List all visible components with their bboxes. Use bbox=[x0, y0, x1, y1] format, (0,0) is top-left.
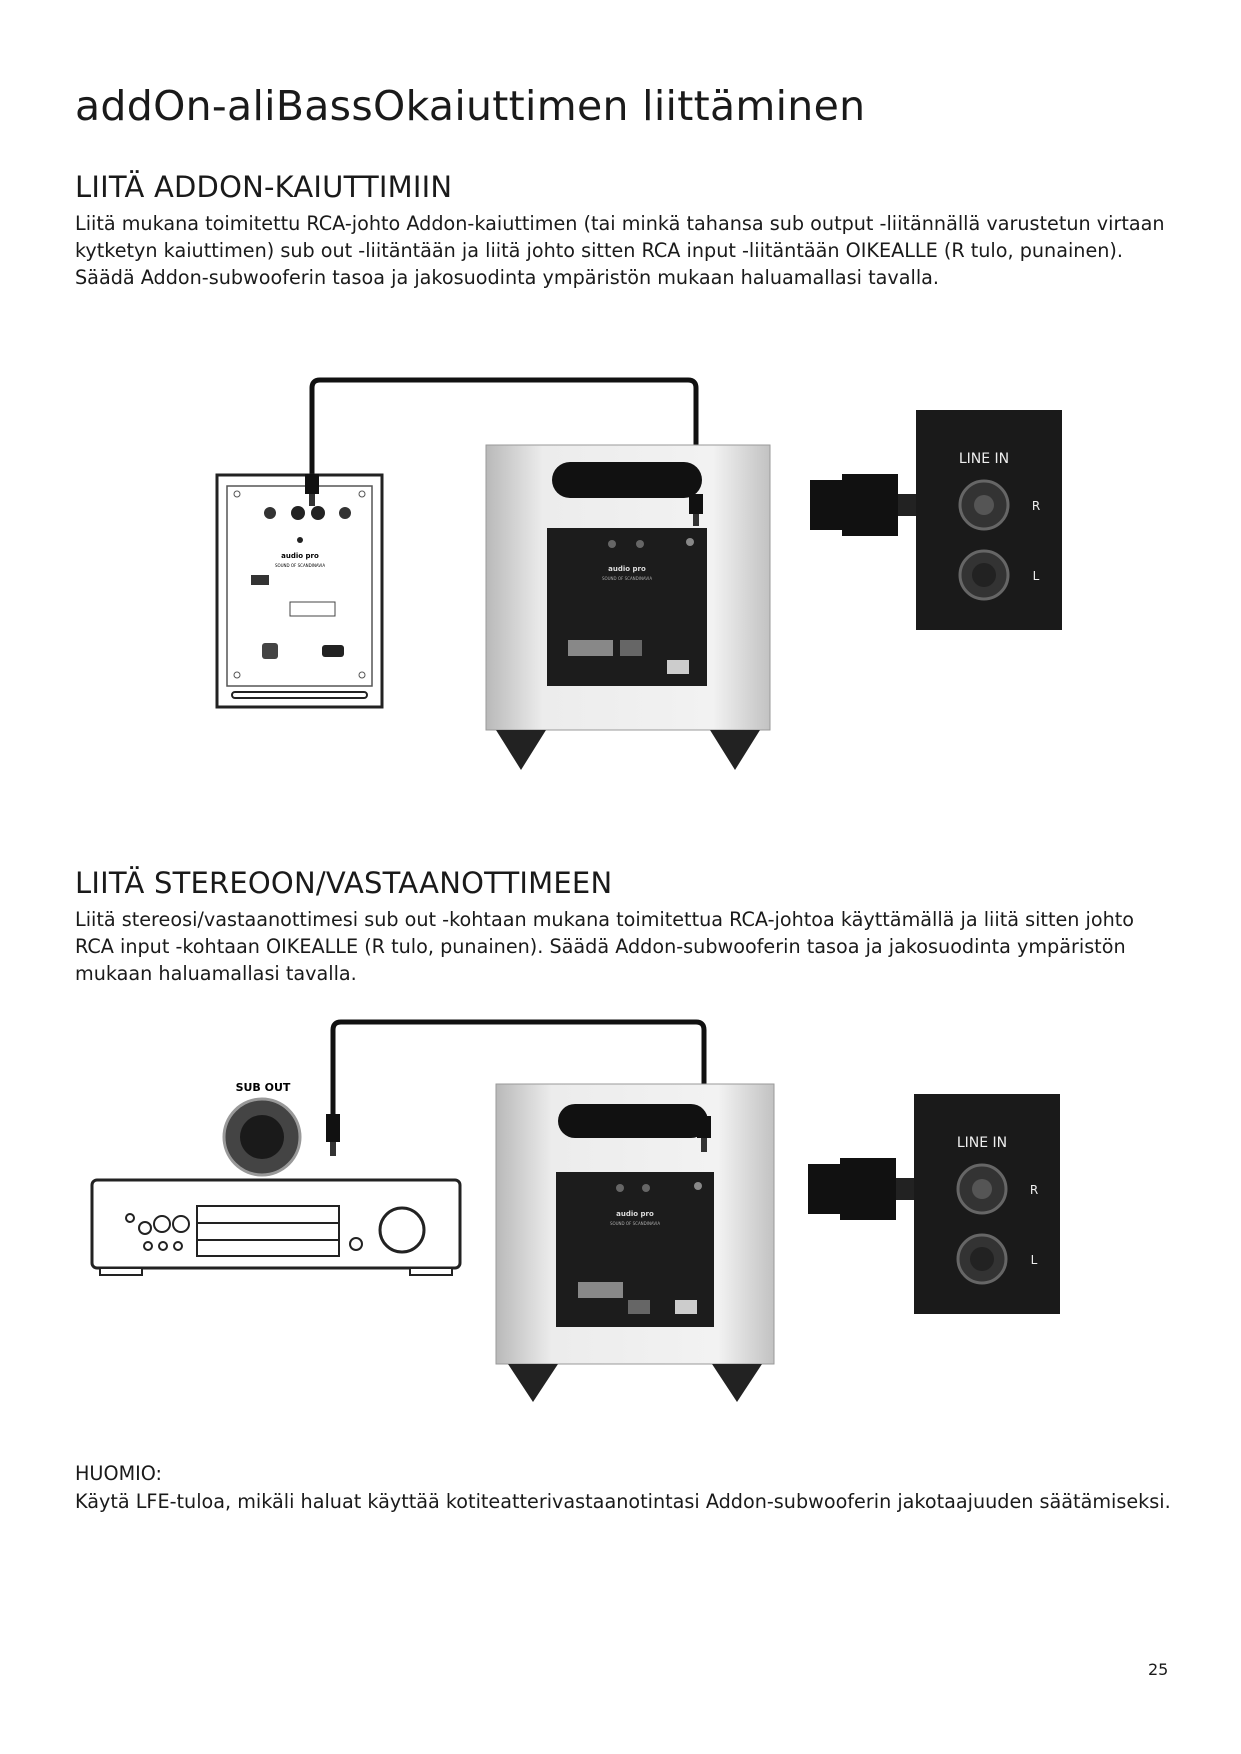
sub-out-label: SUB OUT bbox=[235, 1081, 291, 1094]
line-in-label: LINE IN bbox=[958, 451, 1010, 467]
page-title: addOn-aliBassOkaiuttimen liittäminen bbox=[75, 82, 866, 130]
note-text: Käytä LFE-tuloa, mikäli haluat käyttää kotiteatterivastaanotintasi Addon-subwooferin jakotaajuuden säätämiseksi. bbox=[75, 1490, 1171, 1513]
section-heading-addon: LIITÄ ADDON-KAIUTTIMIIN bbox=[75, 170, 453, 204]
section-text-stereo: Liitä stereosi/vastaanottimesi sub out -kohtaan mukana toimitettua RCA-johtoa käyttämällä ja liitä sitten johto RCA input -kohtaan OIKEALLE (R tulo, punainen). Säädä Addon-subwooferin tasoa ja jakosuodinta ympäristön mukaan haluamallasi tavalla. bbox=[75, 908, 1135, 985]
speaker-tagline: SOUND OF SCANDINAVIA bbox=[274, 563, 326, 568]
jack-r-label: R bbox=[1029, 1183, 1039, 1197]
section-text-addon: Liitä mukana toimitettu RCA-johto Addon-kaiuttimen (tai minkä tahansa sub output -liitännällä varustetun virtaan kytketyn kaiuttimen) sub out -liitäntään ja liitä johto sitten RCA input -liitäntään OIKEALLE (R tulo, punainen). Säädä Addon-subwooferin tasoa ja jakosuodinta ympäristön mukaan haluamallasi tavalla. bbox=[75, 212, 1165, 289]
addon-connection-diagram bbox=[0, 370, 1241, 780]
stereo-connection-diagram bbox=[0, 1010, 1241, 1410]
addon-speaker-rear bbox=[217, 475, 382, 707]
rca-plug-receiver bbox=[326, 1114, 340, 1156]
speaker-brand: audio pro bbox=[281, 552, 319, 560]
jack-r-label: R bbox=[1031, 499, 1041, 513]
sub-tagline: SOUND OF SCANDINAVIA bbox=[609, 1221, 661, 1226]
page-number: 25 bbox=[1148, 1660, 1169, 1679]
line-in-panel bbox=[914, 1094, 1060, 1314]
note-label: HUOMIO: bbox=[75, 1462, 163, 1485]
sub-brand: audio pro bbox=[616, 1210, 654, 1218]
subwoofer bbox=[486, 445, 770, 770]
jack-l-label: L bbox=[1030, 1253, 1038, 1267]
jack-l-label: L bbox=[1032, 569, 1040, 583]
section-heading-stereo: LIITÄ STEREOON/VASTAANOTTIMEEN bbox=[75, 866, 613, 900]
sub-tagline: SOUND OF SCANDINAVIA bbox=[601, 576, 653, 581]
line-in-panel bbox=[916, 410, 1062, 630]
sub-brand: audio pro bbox=[608, 565, 646, 573]
line-in-label: LINE IN bbox=[956, 1135, 1008, 1151]
subwoofer bbox=[496, 1084, 774, 1402]
stereo-receiver bbox=[92, 1180, 460, 1275]
